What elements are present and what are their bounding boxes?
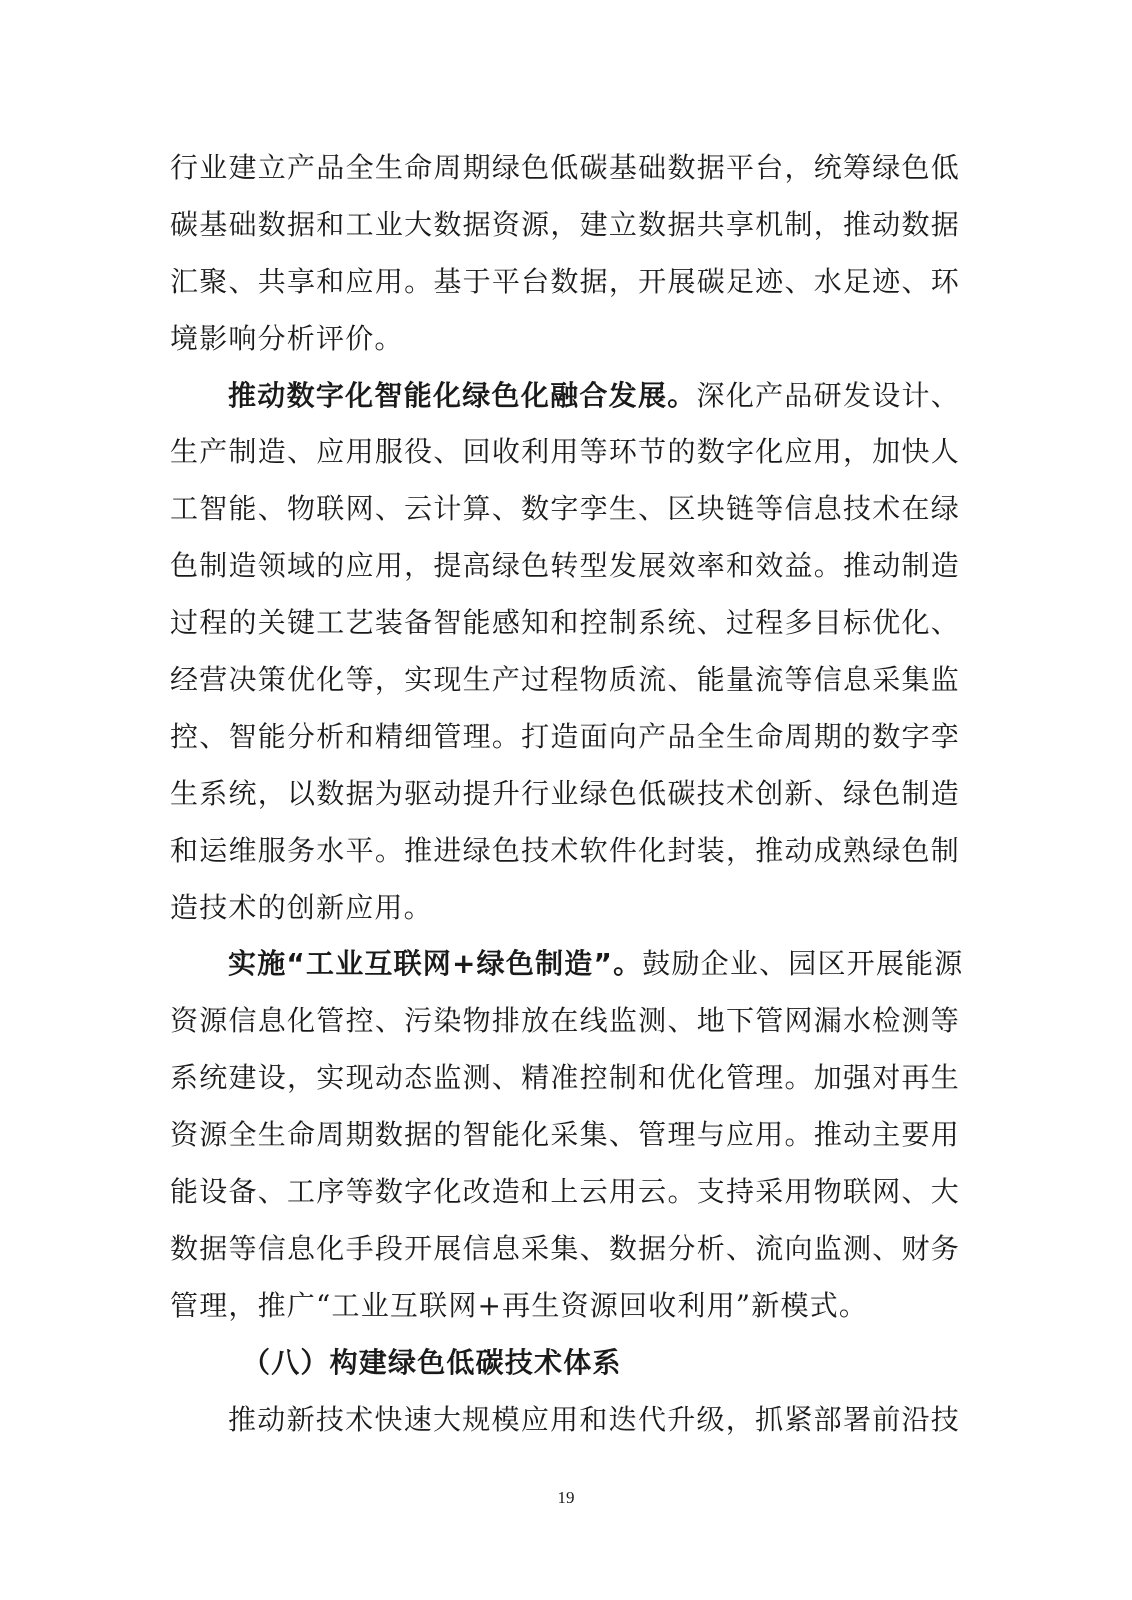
paragraph-line: 生系统，以数据为驱动提升行业绿色低碳技术创新、绿色制造 bbox=[170, 776, 960, 810]
paragraph-text: 深化产品研发设计、 bbox=[696, 378, 960, 412]
paragraph-heading: 实施“工业互联网+绿色制造”。 bbox=[228, 947, 643, 981]
paragraph-first-line bbox=[170, 368, 960, 425]
paragraph-line: 资源全生命周期数据的智能化采集、管理与应用。推动主要用 bbox=[170, 1118, 960, 1152]
paragraph-line: 造技术的创新应用。 bbox=[170, 890, 433, 924]
paragraph-line: 能设备、工序等数字化改造和上云用云。支持采用物联网、大 bbox=[170, 1175, 960, 1209]
paragraph-first-line: 推动新技术快速大规模应用和迭代升级，抓紧部署前沿技 bbox=[228, 1402, 960, 1436]
paragraph-line: 数据等信息化手段开展信息采集、数据分析、流向监测、财务 bbox=[170, 1231, 960, 1265]
paragraph-line: 过程的关键工艺装备智能感知和控制系统、过程多目标优化、 bbox=[170, 606, 960, 640]
paragraph-text: 鼓励企业、园区开展能源 bbox=[642, 947, 964, 981]
paragraph-line: 系统建设，实现动态监测、精准控制和优化管理。加强对再生 bbox=[170, 1061, 960, 1095]
paragraph-line: 工智能、物联网、云计算、数字孪生、区块链等信息技术在绿 bbox=[170, 492, 960, 526]
paragraph-line: 资源信息化管控、污染物排放在线监测、地下管网漏水检测等 bbox=[170, 1004, 960, 1038]
paragraph-first-line bbox=[170, 936, 964, 993]
paragraph-line: 生产制造、应用服役、回收利用等环节的数字化应用，加快人 bbox=[170, 435, 960, 469]
paragraph-line: 汇聚、共享和应用。基于平台数据，开展碳足迹、水足迹、环 bbox=[170, 264, 960, 298]
paragraph-line: 和运维服务水平。推进绿色技术软件化封装，推动成熟绿色制 bbox=[170, 833, 960, 867]
section-heading: （八）构建绿色低碳技术体系 bbox=[242, 1345, 622, 1379]
paragraph-line: 境影响分析评价。 bbox=[170, 321, 404, 355]
document-body bbox=[170, 140, 964, 1448]
paragraph-line: 控、智能分析和精细管理。打造面向产品全生命周期的数字孪 bbox=[170, 719, 960, 753]
page-number: 19 bbox=[557, 1488, 575, 1507]
paragraph-line: 行业建立产品全生命周期绿色低碳基础数据平台，统筹绿色低 bbox=[170, 151, 960, 184]
paragraph-heading: 推动数字化智能化绿色化融合发展。 bbox=[228, 378, 697, 412]
paragraph-line: 经营决策优化等，实现生产过程物质流、能量流等信息采集监 bbox=[170, 663, 960, 697]
paragraph-line: 碳基础数据和工业大数据资源，建立数据共享机制，推动数据 bbox=[170, 207, 960, 241]
paragraph-line: 管理，推广“工业互联网+再生资源回收利用”新模式。 bbox=[170, 1288, 869, 1322]
paragraph-line: 色制造领域的应用，提高绿色转型发展效率和效益。推动制造 bbox=[170, 549, 960, 583]
